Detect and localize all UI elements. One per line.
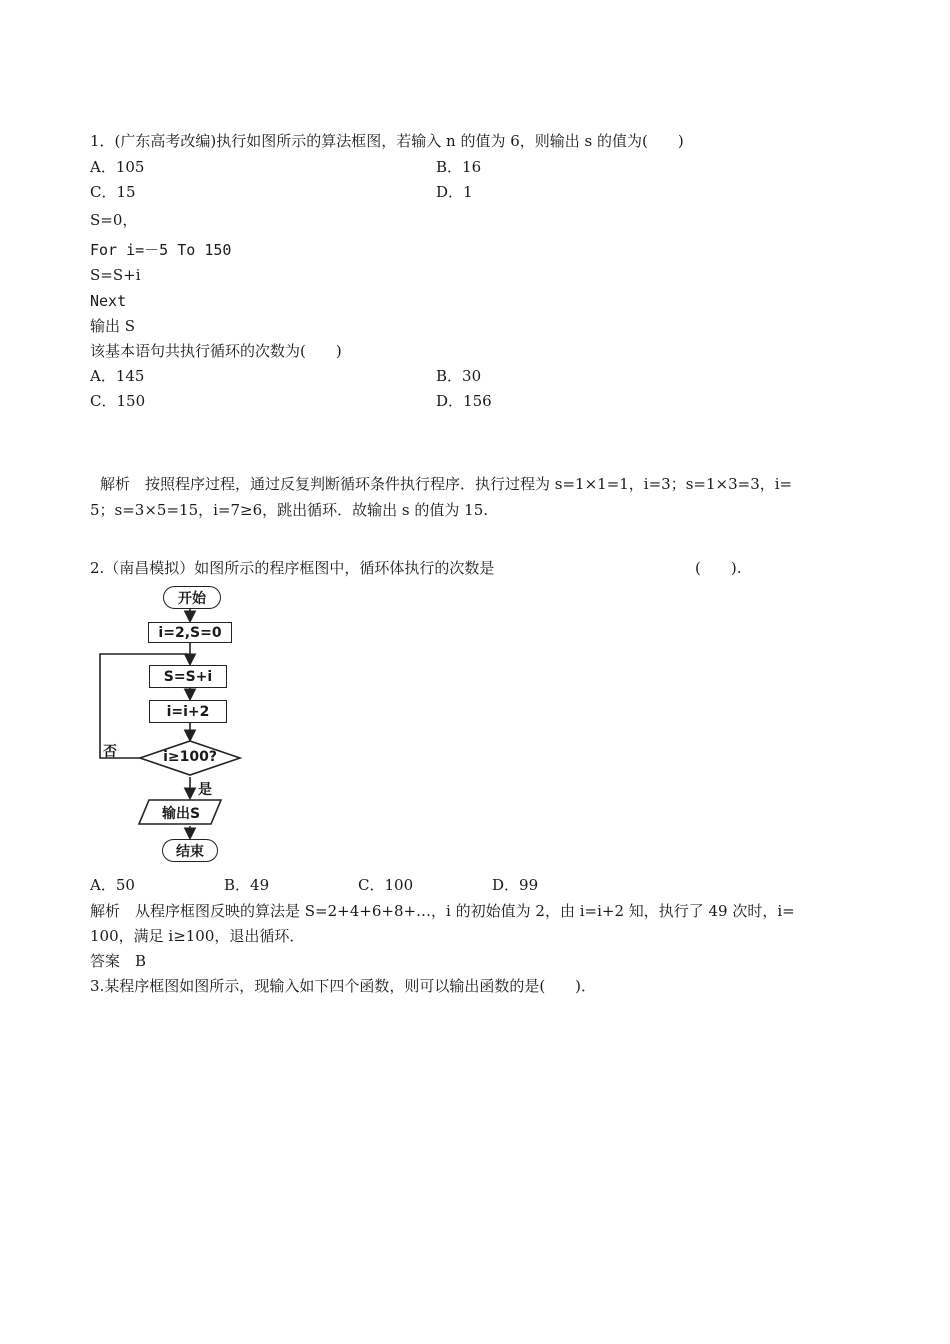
q1-stem: 1．(广东高考改编)执行如图所示的算法框图，若输入 n 的值为 6，则输出 s 的值为( ): [90, 132, 684, 150]
analysis2-answer: 答案 B: [90, 952, 147, 970]
q1-option-c: C．15: [90, 183, 136, 201]
q2-option-b: B．49: [224, 876, 270, 894]
code-option-c: C．150: [90, 392, 146, 410]
code-option-a: A．145: [90, 367, 145, 385]
code-line-1: S=0，: [90, 211, 138, 229]
flow-sum-step: S=S+i: [149, 665, 227, 688]
code-line-2: For i=－5 To 150: [90, 241, 232, 259]
q1-option-d: D．1: [436, 183, 473, 201]
q2-option-d: D．99: [492, 876, 539, 894]
flow-init: i=2,S=0: [148, 622, 232, 643]
code-line-5: 输出 S: [90, 317, 136, 335]
analysis2-line-1: 解析 从程序框图反映的算法是 S=2+4+6+8+…，i 的初始值为 2，由 i=i+2 知，执行了 49 次时，i=: [90, 902, 795, 920]
flow-no-label: 否: [103, 744, 117, 760]
analysis1-line-1: 解析 按照程序过程，通过反复判断循环条件执行程序．执行过程为 s=1×1=1，i=3；s=1×3=3，i=: [100, 475, 793, 493]
code-option-d: D．156: [436, 392, 492, 410]
analysis1-line-2: 5；s=3×5=15，i=7≥6，跳出循环．故输出 s 的值为 15.: [90, 501, 488, 519]
code-option-b: B．30: [436, 367, 482, 385]
q2-paren: ( ).: [695, 559, 742, 577]
q3-stem: 3.某程序框图如图所示，现输入如下四个函数，则可以输出函数的是( )．: [90, 977, 597, 995]
flow-condition: i≥100?: [163, 749, 217, 765]
flow-increment-step: i=i+2: [149, 700, 227, 723]
code-question: 该基本语句共执行循环的次数为( ): [90, 342, 342, 360]
flow-end: 结束: [162, 839, 218, 862]
q1-option-b: B．16: [436, 158, 482, 176]
q2-option-c: C．100: [358, 876, 414, 894]
flow-output: 输出S: [161, 806, 201, 822]
flow-start: 开始: [163, 586, 221, 609]
code-line-3: S=S+i: [90, 266, 141, 284]
q2-stem: 2.（南昌模拟）如图所示的程序框图中，循环体执行的次数是: [90, 559, 495, 577]
code-line-4: Next: [90, 292, 127, 310]
q2-option-a: A．50: [90, 876, 135, 894]
q1-option-a: A．105: [90, 158, 145, 176]
flow-yes-label: 是: [198, 782, 212, 798]
analysis2-line-2: 100，满足 i≥100，退出循环．: [90, 927, 305, 945]
